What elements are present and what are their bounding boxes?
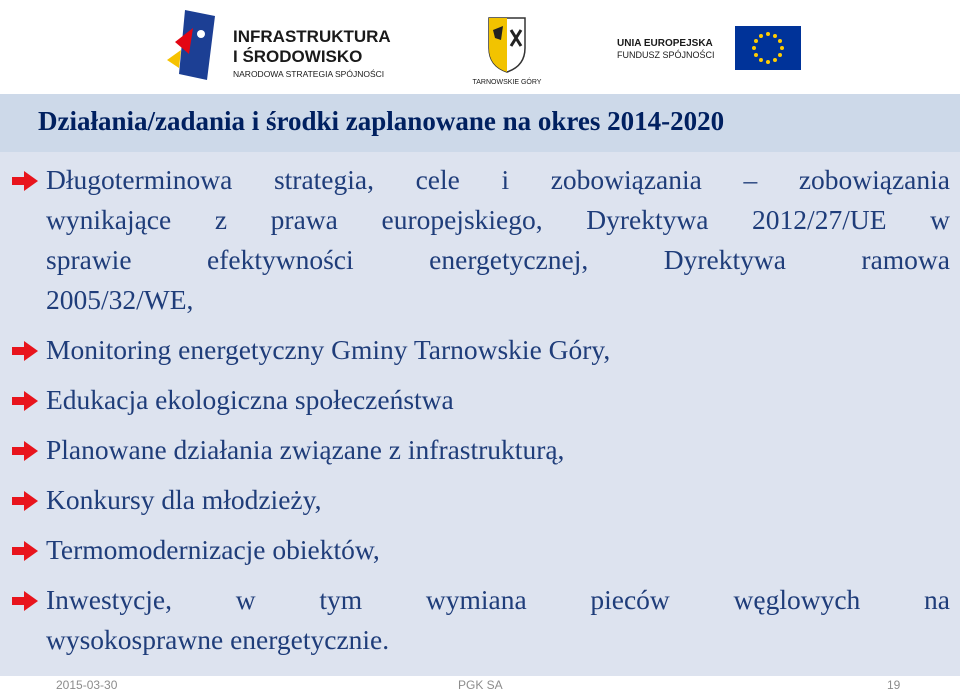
tarnowskie-gory-coat-of-arms — [467, 10, 547, 90]
list-item-text: Konkursy dla młodzieży, — [46, 484, 322, 515]
list-item-text: Monitoring energetyczny Gminy Tarnowskie Góry, — [46, 334, 611, 365]
logo-line-1: UNIA EUROPEJSKA — [617, 38, 713, 49]
slide-title: Działania/zadania i środki zaplanowane na okres 2014-2020 — [38, 106, 725, 136]
list-item-text — [46, 160, 950, 320]
logo-line-1: INFRASTRUKTURA — [233, 27, 391, 46]
footer-date: 2015-03-30 — [56, 678, 118, 692]
red-arrow-icon — [11, 490, 39, 512]
slide-footer — [0, 676, 960, 694]
red-arrow-icon — [11, 590, 39, 612]
text-line: wysokosprawne energetycznie. — [46, 624, 390, 655]
red-arrow-icon — [11, 170, 39, 192]
footer-company: PGK SA — [458, 678, 503, 692]
text-line: sprawie efektywności energetycznej, Dyrektywa ramowa — [46, 244, 950, 275]
text-line: Inwestycje, w tym wymiana pieców węglowych na — [46, 584, 950, 615]
red-arrow-icon — [11, 390, 39, 412]
red-arrow-icon — [11, 440, 39, 462]
logo-line-1: TARNOWSKIE GÓRY — [472, 79, 542, 86]
footer-page-number: 19 — [887, 678, 901, 692]
list-item-text — [46, 580, 950, 660]
eu-flag-logo — [617, 12, 807, 82]
logo-line-3: NARODOWA STRATEGIA SPÓJNOŚCI — [233, 69, 385, 79]
text-line: Długoterminowa strategia, cele i zobowiązania – zobowiązania — [46, 164, 950, 195]
list-item-text: Planowane działania związane z infrastrukturą, — [46, 434, 565, 465]
slide-content — [0, 94, 960, 676]
logo-line-2: I ŚRODOWISKO — [233, 47, 363, 66]
logo-bar — [157, 0, 803, 95]
list-item-text: Termomodernizacje obiektów, — [46, 534, 380, 565]
text-line: 2005/32/WE, — [46, 284, 194, 315]
list-item-text: Edukacja ekologiczna społeczeństwa — [46, 384, 454, 415]
red-arrow-icon — [11, 340, 39, 362]
logo-line-2: FUNDUSZ SPÓJNOŚCI — [617, 50, 715, 60]
text-line: wynikające z prawa europejskiego, Dyrektywa 2012/27/UE w — [46, 204, 950, 235]
red-arrow-icon — [11, 540, 39, 562]
title-band — [0, 94, 960, 152]
infrastruktura-srodowisko-logo — [157, 2, 407, 92]
